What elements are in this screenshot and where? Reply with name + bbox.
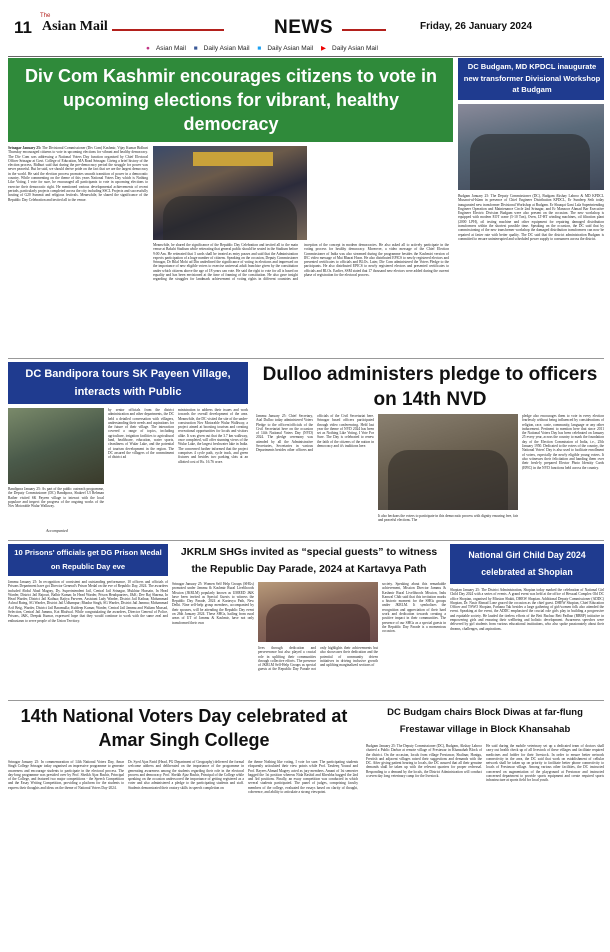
jkrlm-headline: JKRLM SHGs invited as “special guests” to witness the Republic Day Parade, 2024 at Kartavya Path	[180, 547, 438, 575]
masthead	[0, 0, 610, 52]
social-bar	[146, 44, 384, 52]
amarsingh-col1: Srinagar January 25: In commemoration of 14th National Voters Day, Amar Singh College Srinagar today organised an impressive programme to generate awareness and encourage students to participate in the electoral process. The day-long programme was presided over by Prof. Sheikh Ajaz Bashir, Principal of the College, and featured two major competitions - the Speech Competition and the Essay Writing Competition, providing a platform for the students to express their thoughts and ideas on the theme of National Voters Day-2024.	[8, 760, 124, 790]
jkrlm-col1: Srinagar January 25: Women Self Help Groups (SHGs) promoted under Jammu & Kashmir Rural Livelihoods Mission (JKRLM) popularly known as UMEED J&K have been invited as Special Guests to witness the Republic Day Parade, 2024 at Kartavya Path, New Delhi. Nine self-help group members, accompanied by their spouses, will be attending the Republic Day event on 26th January 2024. These SHGs, hailing from rural areas of UT of Jammu & Kashmir, have not only transformed their own	[172, 582, 254, 625]
bandipora-headline: DC Bandipora tours SK Payeen Village, interacts with Public	[25, 368, 231, 398]
dulloo-photo	[378, 414, 518, 510]
girlchild-headline: National Girl Child Day 2024 celebrated at Shopian	[468, 550, 586, 577]
budgam-headline: DC Budgam, MD KPDCL inaugurate new transformer Divisional Workshop at Budgam	[463, 62, 601, 94]
khansahab-col2: He said during the mobile veterinary set up a dedicated team of doctors shall carry out health check up of all livestock of these villages and facilitate required medicines and fodder for their livestock. In order to ensure better network connectivity in the area, the DC said that work on establishment of cellular network shall be taken up on priority to facilitate better phone connectivity to locals of Frestawar village. Among various other facilities, the DC instructed concerned on augmentation of the playground at Frestawar and instructed concerned department to provide sports equipment and create required sports infrastructure at sports field for local youth.	[486, 744, 604, 783]
bandipora-col2: by senior officials from the district administration and other departments, the DC held a detailed conversation with villagers, understanding their needs and aspirations for the future of their village. The interaction covered a range of topics, including agriculture, irrigation facilities to agricultural land, healthcare, education, water sports, cleanliness of Wular Lake, and the potential of tourism development in the region. The DC assured the villagers of the commitment of district ad	[108, 408, 174, 460]
budgam-photo	[458, 104, 604, 190]
social-handle: Daily Asian Mail	[267, 45, 314, 52]
jkrlm-photo	[258, 582, 378, 642]
bandipora-col3: ministration to address their issues and work towards the overall development of the area. Meanwhile, the DC visited the site of the under-construction Nov Motorable Wular Walkway, a project aimed at boosting tourism and creating recreational opportunities for locals and visitors alike. It was given out that the 3.7 km walkway, once completed, will offer stunning views of the Wular Lake, the largest freshwater lake in India. The concerned further informed that the project comprises 4 cycle path, cycle track, and green fixtures and besides two parking slots at an allotted cost of Rs. 16.76 crore.	[178, 408, 248, 464]
jkrlm-col2: lives through dedication and perseverance but also played a crucial role in uplifting their communities through collective efforts. The presence of JKRLM Self-Help Groups as special guests at the Republic Day Parade not only highlights their achievements but also showcases their dedication and the potential of community driven initiatives in driving inclusive growth and uplifting marginalized sections of	[258, 646, 378, 672]
amarsingh-col2: Dr. Syed Ajaz Farid (Head, PG Department of Geography) delivered the formal welcome address and deliberated on the importance of the programme in generating awareness among the students regarding their role in the electoral process and democracy. Prof. Sheikh Ajaz Bashir, Principal of the College while speaking on the occasion underscored the importance of getting registered as a voter and also administered a pledge to the participating students and staff. Students demonstrated their oratory skills in speech completion on	[128, 760, 244, 790]
page-number: 11	[14, 18, 32, 37]
divcom-col1	[8, 146, 148, 355]
people-silhouette	[470, 134, 590, 190]
social-handle: Daily Asian Mail	[332, 45, 378, 52]
jkrlm-col3: society. Speaking about this remarkable achievement, Mission Director Jammu & Kashmir Rural Livelihoods Mission, Indu Kanwal Chib said that this invitation marks a historic moment for the SHGs groups under JKRLM. It symbolizes the recognition and appreciation of their hard work and dedication towards creating a positive impact in their communities. The presence of our SHGs as a special guests in the Republic Day Parade is a momentous occasion.	[382, 582, 446, 634]
brand-prefix: The	[40, 13, 51, 19]
people-silhouette	[388, 450, 508, 510]
divcom-headline: Div Com Kashmir encourages citizens to vote in upcoming elections for vibrant, healthy democracy	[24, 66, 438, 134]
prisons-body: Jammu January 25: In recognition of consistent and outstanding performance, 10 officers and officials of Prisons Department have got Director General's Prison Medal on the eve of Republic Day, 2024. The awardees included Abdul Ahad Magray, Dy. Superintendent Jail, Central Jail Srinagar, Mukhtar Hussain, In Head Warder, District Jail Rajouri, Balbir Kumar, In Head Warder, Prison Headquarters, J&K; Dev Raj Sharma, In Head Warder, District Jail Kathua; Rajiya Parveen, Assistant Lady Warder, District Jail Kathua; Mohammad Ashraf Baing, SG Warder, District Jail Udhampur; Bhadur Singh, SG Warder, District Jail Jammu; Mohammad Arif Beig, Warder, District Jail Baramulla; Kuldeep Kumar, Warder, Central Jail Jammu and Waliam Mussad, Selection, Central Jail Jammu, Kot Bhalwal. While congratulating the awardees, Director General of Police, Prisons, J&K, Deepak Kumar, expressed hope that they would continue to work with the same zeal and enthusiasm to serve people of the Union Territory.	[8, 580, 168, 623]
dulloo-col3: pledge also encourages them to vote in every election fearlessly without being influenced by considerations of religion, race, caste, community, language or any other inducement. Pertinent to mention here that since 2011 the National Voters Day has been celebrated on January 25 every year, across the country to mark the foundation day of the Election Commission of India, i.e., 25th January 1950. Dedicated to the voters of the country, the National Voters' Day is also used to facilitate enrollment of voters, especially the newly eligible young voters. It also witnesses their felicitation and handing them over their fresh-ly prepared Elector Photo Identity Cards (EPIC) in the NVD functions held across the country.	[522, 414, 604, 470]
instagram-icon: ●	[146, 45, 150, 52]
dulloo-headline: Dulloo administers pledge to officers on 14th NVD	[262, 364, 598, 410]
masthead-rule-right	[342, 29, 386, 31]
amarsingh-col3: the theme Nothing like voting, I vote for sure. The participating students eloquently articulated their view points while Prof. Tasdeeq Yousuf and Prof. Rayees Ahmad Magrey acted as jury members. Amani of 1st semester bagged the 1st position whereas Nida Rashid and Kheshba bagged the 2nd and 3rd positions. Finally, an essay competition was conducted in which several students participated. The panel of judges, comprising faculty members of the college, evaluated the essays based on clarity of thought, coherence, and ability to articulate a strong viewpoint.	[248, 760, 358, 795]
section-rule	[8, 540, 604, 541]
twitter-icon: ■	[257, 45, 262, 52]
prisons-headline: 10 Prisons' officials get DG Prison Medal on Republic Day eve	[14, 548, 162, 571]
social-handle: Daily Asian Mail	[203, 45, 250, 52]
masthead-divider	[8, 56, 602, 57]
issue-date: Friday, 26 January 2024	[420, 21, 533, 32]
amarsingh-headline: 14th National Voters Day celebrated at Amar Singh College	[20, 706, 348, 750]
bandipora-photo	[8, 408, 104, 484]
masthead-rule-left	[112, 29, 224, 31]
budgam-body: Budgam January 25: The Deputy Commissioner (DC), Budgam Akshay Labroo & MD KPDCL Musarat-ul-Islam in presence of Chief Engineer Distribution KPDCL, Er Sundeep Seth today inaugurated new transformer Divisional Workshop at Budgam. Er Shuaqat Gani Lala Superintending Engineer Operation and Maintenance Circle 2nd Srinagar, and Er Manzoor Ahmad Bar Executive Engineer Electric Division Budgam were also present on the occasion. The new workshop is equipped with modern EOT crane (5-10 Ton), Oven, LT-HT winding machines, oil filtration plant (2000 LPH), oil testing machine and other equipment for repairing damaged distribution transformers within the shortest possible time. Speaking on the occasion, the DC said that by commissioning of the new transformer workshop the damaged distribution transformers can now be repaired at faster rate with better quality. The DC said that the district administration Budgam is committed to ensure uninterrupted and scheduled power supply to consumers across the district.	[458, 194, 604, 241]
bandipora-col1: Bandipora January 25: As part of the public outreach programme, the Deputy Commissioner (DC) Bandipora, Shakeel Ul Rehman Rather visited SK Payeen village to interact with the local populace and inspect the progress of the ongoing works of the Nov Motorable Wular Walkway.	[8, 487, 104, 509]
bandipora-caption: Accompanied	[46, 528, 68, 533]
dulloo-caption: It also beckons the voters to participate in this democratic process with dignity ensuring free, fair and peaceful elections. The	[378, 514, 518, 523]
khansahab-headline: DC Budgam chairs Block Diwas at far-flung Frestawar village in Block Khansahab	[387, 707, 583, 735]
article-text: The Divisional Commissioner (Div Com) Kashmir, Vijay Kumar Bidhuri Thursday encouraged citizens to vote in upcoming elections for vibrant and healthy democracy. The Div Com was addressing a National Voters Day function organised by Chief Electoral Officer Srinagar at Govt. College of Education, MA Road Srinagar. Giving a brief history of the election process, Bidhuri said that during the pre-democracy period the struggle for power was never peaceful. But he said, we should derive pride on the fact that we are the largest democracy in the world. He said the election process promotes smooth transition of power in a democratic country. While commenting on the theme of this years National Voters Day which is Nothing Like Voting, I vote for sure, he encouraged all participants to vote in upcoming elections to exercise their democratic right. He mentioned various developmental achievements of recent periods, particularly projects completed across the city including SSCL Projects and successfully hosting of G20 Summit and religious festivals. Meanwhile, he shared the significance of the Republic Day Celebration and invited all to the venue.	[8, 146, 148, 202]
section-title: NEWS	[274, 17, 333, 38]
people-silhouette	[163, 196, 297, 240]
youtube-icon: ▶	[321, 45, 327, 52]
brand-name: Asian Mail	[42, 19, 108, 34]
girlchild-body: Shopian January 25: The District Administration, Shopian today marked the celebration of National Girl Child Day 2024 with a series of events. A grand event was held at the office of Hexsaal Complex Old DC office Shopian, organised by Mission Shakti, DHEW Shopian. Additional Deputy Commissioner (ADDC) Shopian, Dr. Nasir Ahmad Lone graced the occasion as the chief guest. DHEW Shopian, Chief Education Officer and TSWO Shopian, Farhana Tak besides a large gathering of girl/women folk also attended the event. Speaking at the event, the ADDC emphasised the crucial role girls play in building a progressive and equitable society. He lauded the tireless efforts of the Beti Bachao Beti Padhao (BBBP) initiative in empowering girls and ensuring their wellbeing and holistic development. Awareness speeches were delivered by girl students from various educational institutions, who also spoke passionately about their dreams, challenges, and aspirations.	[450, 588, 604, 631]
social-handle: Asian Mail	[155, 45, 186, 52]
dateline: Srinagar January 25:	[8, 146, 42, 150]
section-rule	[8, 358, 604, 359]
people-silhouette	[266, 604, 370, 642]
dulloo-col1: Jammu January 25: Chief Secretary, Atal Dulloo today administered Voters Pledge to the officers/officials of the Civil Secretariat here on the occasion of 14th National Voters Day (NVD) 2024. The pledge ceremony was attended by all the Administrative Secretaries, Secretaries in various Departments besides other officers and officials of the Civil Secretariat here. Srinagar based officers participated through video conferencing. Held last year the theme of NVD 2024 has been set as Nothing Like Voting, I Vote For Sure. The Day is celebrated to renew the faith of the citizens of the nation in democracy and it's traditions here.	[256, 414, 374, 453]
divcom-photo	[153, 146, 307, 240]
facebook-icon: ■	[193, 45, 198, 52]
section-rule	[8, 700, 604, 701]
brand-logo	[40, 13, 108, 35]
divcom-col2: Meanwhile, he shared the significance of the Republic Day Celebration and invited all to the main venue at Bakshi Stadium while reiterating that general public should be seated in the Stadium before 9:00 Am. He reiterated that 3 cards shall be treated as entry passes and said that the Administration expects participation of a huge number of citizens. Speaking on the occasion, Deputy Commissioner Srinagar, Dr Bilal Mohi ud Din underlined the significance of voting in elections and impressed on the importance of new eligible voters to exercise universal adult franchise given by the constitution under which citizens above the age of 18 years can vote. He said the right to vote for all is based on equality and has been envisioned at the time of framing of the constitution. He also gave insight regarding the struggles for landmark achievement of voting rights in different countries and inception of the concept in modern democracies. He also asked all to actively participate in the voting process for healthy democracy. Moreover, a video message of the Chief Election Commissioner of India was also streamed during the programme besides the Kashmiri version of IEC video message of Mai Bharat Hoon. He also distributed EPICS to newly registered electors and presented certificates to officials and BLOs. Later, Div Com administered the Voters Pledge to the participants. He also distributed EPICS to newly registered electors and presented certificates to officials and BLOs. Earlier, SSM stated that 17 thousand new electors were added during the current phase of registration for the electoral process.	[153, 243, 449, 282]
banner-graphic	[193, 152, 273, 166]
khansahab-col1: Budgam January 25: The Deputy Commissioner (DC), Budgam, Akshay Labroo chaired a Public Darbar at remote village of Frestawar in Khansahab Block of the district. On the occasion, locals from village Frestawar, Shalinar, Hanigu, Frestish and adjacent villages raised their suggestions and demands with the DC. After giving patient hearing to locals, the DC assured that all their genuine demands shall be taken up with the relevant quarters for proper redressal. Responding to a demand by the locals, the District Administration will conduct a seven day long veterinary camp for the livestock.	[366, 744, 482, 779]
